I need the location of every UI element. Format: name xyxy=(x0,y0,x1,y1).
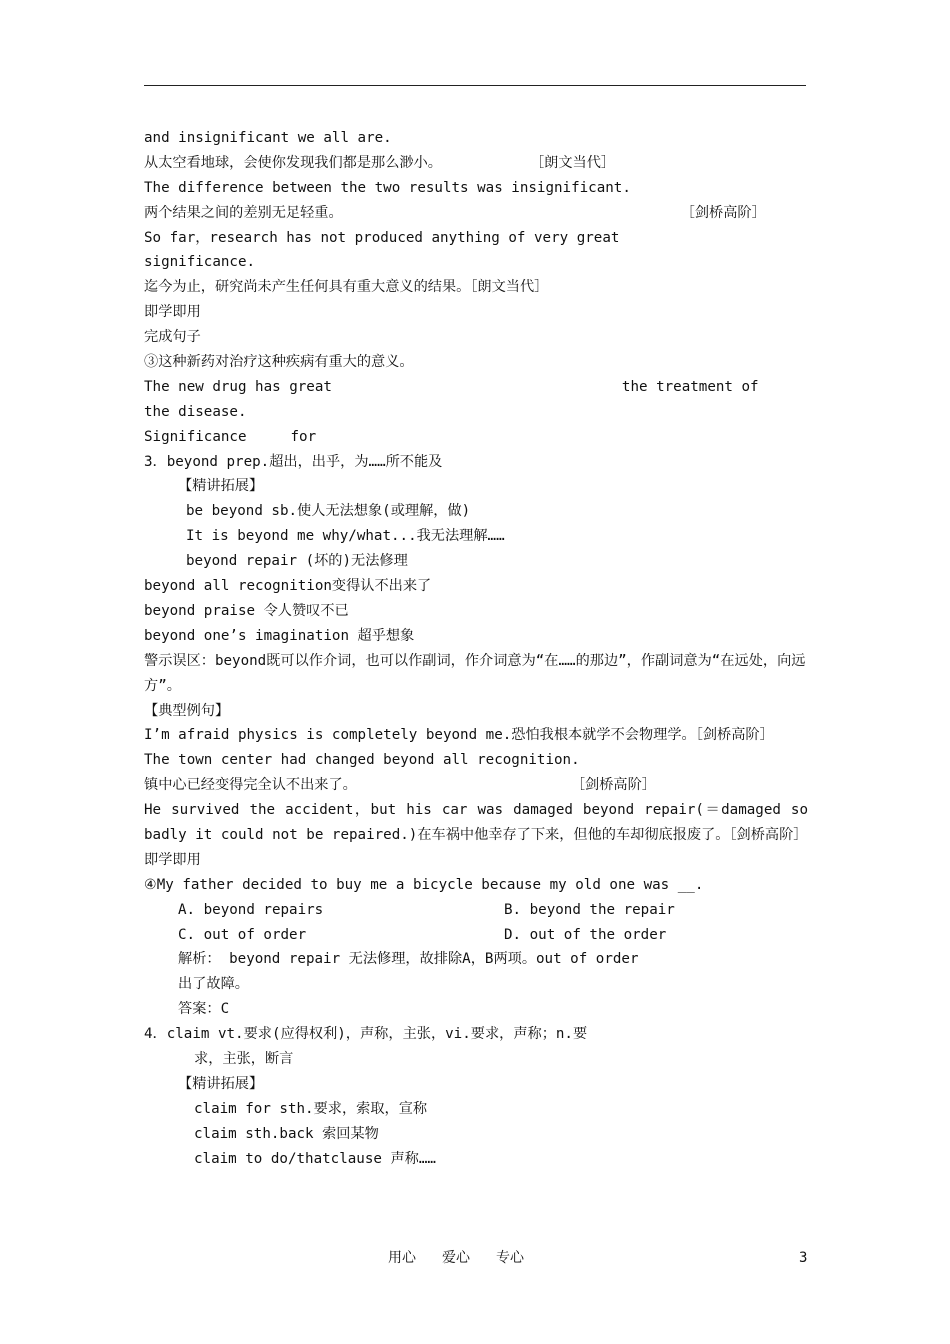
page-number: 3 xyxy=(799,1250,808,1266)
warning-note: 警示误区：beyond既可以作介词，也可以作副词，作介词意为“在……的那边”，作副词意为“在远处，向远方”。 xyxy=(144,652,806,694)
text-line xyxy=(144,375,808,400)
text-line xyxy=(144,151,808,176)
section-label: 即学即用 xyxy=(144,851,201,868)
phrase-item: beyond all recognition变得认不出来了 xyxy=(144,578,432,595)
option-c: C. out of order xyxy=(178,926,307,943)
subsection-label: 【精讲拓展】 xyxy=(178,478,264,495)
text-line: the disease. xyxy=(144,403,247,420)
sentence-part: The new drug has great xyxy=(144,378,332,395)
chinese-translation: 从太空看地球，会使你发现我们都是那么渺小。 xyxy=(144,154,442,171)
option-a: A. beyond repairs xyxy=(178,901,324,918)
phrase-item: beyond praise 令人赞叹不已 xyxy=(144,602,349,619)
phrase-item: It is beyond me why/what...我无法理解…… xyxy=(186,528,505,545)
sentence-part: the treatment of xyxy=(621,378,759,395)
source-tag: ［朗文当代］ xyxy=(529,154,616,171)
answer-word: for xyxy=(290,428,317,445)
option-d: D. out of the order xyxy=(504,926,667,943)
text-line: and insignificant we all are. xyxy=(144,130,392,146)
entry-heading: 4．claim vt.要求(应得权利)，声称，主张，vi.要求，声称；n.要 xyxy=(144,1026,588,1043)
answer: 答案：C xyxy=(178,1001,230,1018)
footer-word: 专心 xyxy=(496,1250,524,1266)
text-line: significance. xyxy=(144,254,256,271)
answer-word: Significance xyxy=(144,428,247,445)
options-row xyxy=(144,923,808,948)
page-content xyxy=(144,126,808,1171)
explanation: 解析： beyond repair 无法修理，故排除A，B两项。out of order xyxy=(178,951,639,968)
example-sentence: I’m afraid physics is completely beyond me.恐怕我根本就学不会物理学。［剑桥高阶］ xyxy=(144,727,774,744)
footer-slogan xyxy=(388,1248,550,1268)
entry-heading-cont: 求，主张，断言 xyxy=(194,1051,294,1068)
text-line: 迄今为止，研究尚未产生任何具有重大意义的结果。［朗文当代］ xyxy=(144,279,549,296)
header-rule xyxy=(144,85,806,86)
answer-line xyxy=(144,425,808,450)
subsection-label: 【精讲拓展】 xyxy=(178,1075,264,1092)
example-sentence: The town center had changed beyond all recognition. xyxy=(144,752,580,769)
subsection-label: 【典型例句】 xyxy=(144,702,230,719)
source-tag: ［剑桥高阶］ xyxy=(680,204,766,221)
text-line: So far，research has not produced anything of very great xyxy=(144,229,620,246)
exercise-question: ④My father decided to buy me a bicycle because my old one was __. xyxy=(144,876,704,893)
entry-heading: 3．beyond prep.超出，出乎，为……所不能及 xyxy=(144,453,443,470)
chinese-translation: 两个结果之间的差别无足轻重。 xyxy=(144,204,343,221)
text-line: The difference between the two results was insignificant. xyxy=(144,179,631,196)
options-row xyxy=(144,898,808,923)
footer-word: 用心 xyxy=(388,1250,416,1266)
phrase-item: claim for sth.要求，索取，宣称 xyxy=(194,1100,428,1117)
source-tag: ［剑桥高阶］ xyxy=(570,777,656,794)
option-b: B. beyond the repair xyxy=(504,901,675,918)
phrase-item: claim to do/thatclause 声称…… xyxy=(194,1150,436,1167)
explanation: 出了故障。 xyxy=(178,976,249,993)
footer-word: 爱心 xyxy=(442,1250,470,1266)
exercise-prompt: ③这种新药对治疗这种疾病有重大的意义。 xyxy=(144,354,414,371)
phrase-item: claim sth.back 索回某物 xyxy=(194,1125,379,1142)
phrase-item: beyond repair (坏的)无法修理 xyxy=(186,553,408,570)
text-line xyxy=(144,773,808,798)
text-line xyxy=(144,201,808,226)
section-label: 即学即用 xyxy=(144,304,201,321)
example-sentence: He survived the accident，but his car was damaged beyond repair(＝damaged so badly it could not be repaired.)在车祸中他幸存了下来，但他的车却彻底报废了。［剑桥高阶］ xyxy=(144,802,808,843)
chinese-translation: 镇中心已经变得完全认不出来了。 xyxy=(144,777,357,794)
section-label: 完成句子 xyxy=(144,329,201,346)
phrase-item: be beyond sb.使人无法想象(或理解，做) xyxy=(186,503,471,520)
phrase-item: beyond one’s imagination 超乎想象 xyxy=(144,627,415,644)
